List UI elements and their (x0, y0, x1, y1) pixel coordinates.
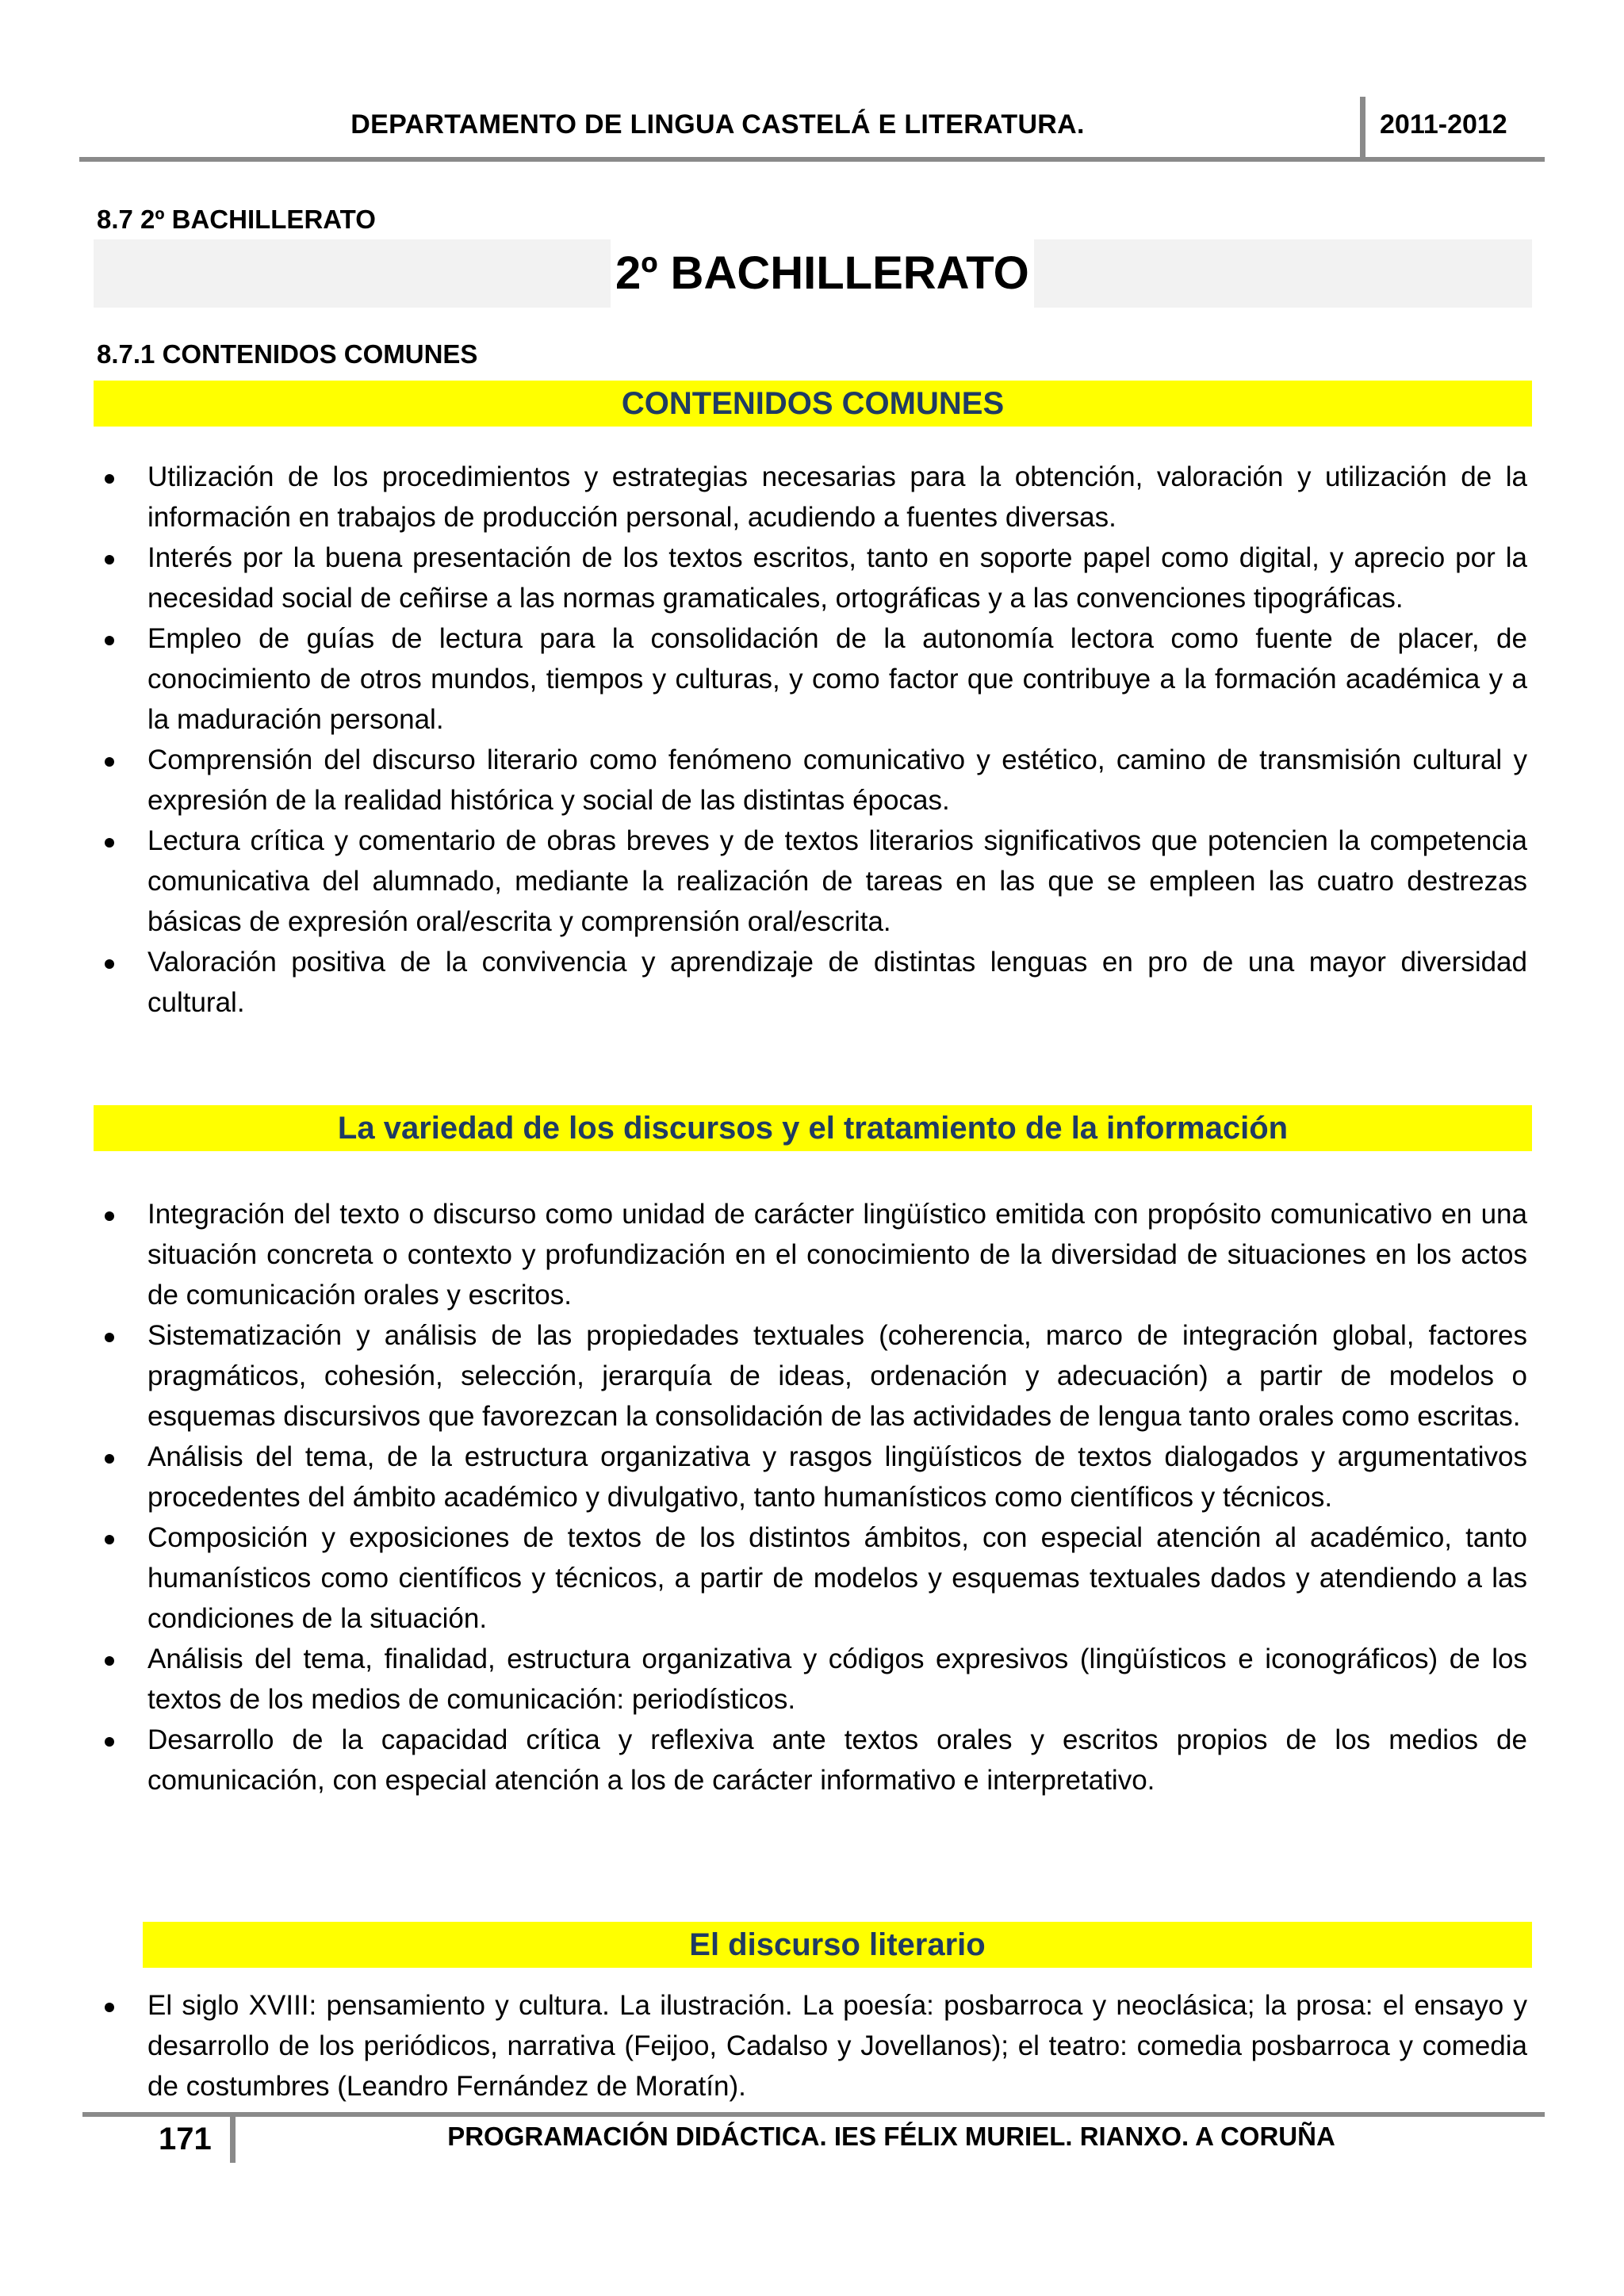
bullet-icon (105, 959, 114, 969)
bullet-icon (105, 2003, 114, 2012)
list-item: Análisis del tema, de la estructura organizativa y rasgos lingüísticos de textos dialogados y argumentativos procedentes del ámbito académico y divulgativo, tanto humanísticos como científicos y técnicos. (94, 1437, 1527, 1517)
list-item: Comprensión del discurso literario como fenómeno comunicativo y estético, camino de transmisión cultural y expresión de la realidad histórica y social de las distintas épocas. (94, 740, 1527, 821)
list-item: Composición y exposiciones de textos de los distintos ámbitos, con especial atención al académico, tanto humanísticos como científicos y técnicos, a partir de modelos y esquemas textuales dados y atendiendo a las condiciones de la situación. (94, 1517, 1527, 1639)
bullet-icon (105, 636, 114, 645)
bullet-icon (105, 555, 114, 564)
header-department: DEPARTAMENTO DE LINGUA CASTELÁ E LITERATURA. (350, 109, 1085, 140)
bullet-icon (105, 1737, 114, 1747)
list-item: Integración del texto o discurso como unidad de carácter lingüístico emitida con propósito comunicativo en una situación concreta o contexto y profundización en el conocimiento de la diversidad de situaciones en los actos de comunicación orales y escritos. (94, 1194, 1527, 1315)
header-separator (1360, 97, 1365, 162)
bullet-list-discurso-literario (94, 1985, 1527, 2107)
bullet-icon (105, 474, 114, 484)
footer-rule (82, 2112, 1545, 2117)
bullet-icon (105, 757, 114, 767)
section-title: 2º BACHILLERATO (611, 239, 1034, 308)
subsection-label: 8.7.1 CONTENIDOS COMUNES (97, 339, 478, 369)
block-title-discurso-literario: El discurso literario (143, 1922, 1532, 1968)
block-title-variedad-discursos: La variedad de los discursos y el tratamiento de la información (94, 1105, 1532, 1151)
footer-separator (230, 2112, 236, 2163)
bullet-icon (105, 1333, 114, 1342)
list-item: Sistematización y análisis de las propiedades textuales (coherencia, marco de integración global, factores pragmáticos, cohesión, selección, jerarquía de ideas, ordenación y adecuación) a partir de modelos o esquemas discursivos que favorezcan la consolidación de las actividades de lengua tanto orales como escritas. (94, 1315, 1527, 1437)
page-number: 171 (159, 2122, 212, 2156)
list-item: Análisis del tema, finalidad, estructura organizativa y códigos expresivos (lingüísticos e iconográficos) de los textos de los medios de comunicación: periodísticos. (94, 1639, 1527, 1720)
header-year: 2011-2012 (1380, 109, 1507, 140)
bullet-icon (105, 1454, 114, 1464)
bullet-icon (105, 838, 114, 848)
list-item: Lectura crítica y comentario de obras breves y de textos literarios significativos que potencien la competencia comunicativa del alumnado, mediante la realización de tareas en las que se empleen las cuatro destrezas básicas de expresión oral/escrita y comprensión oral/escrita. (94, 821, 1527, 942)
bullet-icon (105, 1535, 114, 1544)
list-item: Valoración positiva de la convivencia y aprendizaje de distintas lenguas en pro de una mayor diversidad cultural. (94, 942, 1527, 1023)
bullet-list-contenidos-comunes (94, 457, 1527, 1023)
list-item: Empleo de guías de lectura para la consolidación de la autonomía lectora como fuente de placer, de conocimiento de otros mundos, tiempos y culturas, y como factor que contribuye a la formación académica y a la maduración personal. (94, 618, 1527, 740)
bullet-icon (105, 1656, 114, 1666)
footer-text: PROGRAMACIÓN DIDÁCTICA. IES FÉLIX MURIEL. RIANXO. A CORUÑA (447, 2122, 1335, 2151)
block-title-contenidos-comunes: CONTENIDOS COMUNES (94, 381, 1532, 427)
list-item: El siglo XVIII: pensamiento y cultura. La ilustración. La poesía: posbarroca y neoclásica; la prosa: el ensayo y desarrollo de los periódicos, narrativa (Feijoo, Cadalso y Jovellanos); el teatro: comedia posbarroca y comedia de costumbres (Leandro Fernández de Moratín). (94, 1985, 1527, 2107)
list-item: Desarrollo de la capacidad crítica y reflexiva ante textos orales y escritos propios de los medios de comunicación, con especial atención a los de carácter informativo e interpretativo. (94, 1720, 1527, 1800)
header-rule (79, 157, 1545, 162)
bullet-list-variedad-discursos (94, 1194, 1527, 1800)
section-label: 8.7 2º BACHILLERATO (97, 205, 376, 234)
bullet-icon (105, 1211, 114, 1221)
list-item: Utilización de los procedimientos y estrategias necesarias para la obtención, valoración y utilización de la información en trabajos de producción personal, acudiendo a fuentes diversas. (94, 457, 1527, 538)
list-item: Interés por la buena presentación de los textos escritos, tanto en soporte papel como digital, y aprecio por la necesidad social de ceñirse a las normas gramaticales, ortográficas y a las convenciones tipográficas. (94, 538, 1527, 618)
